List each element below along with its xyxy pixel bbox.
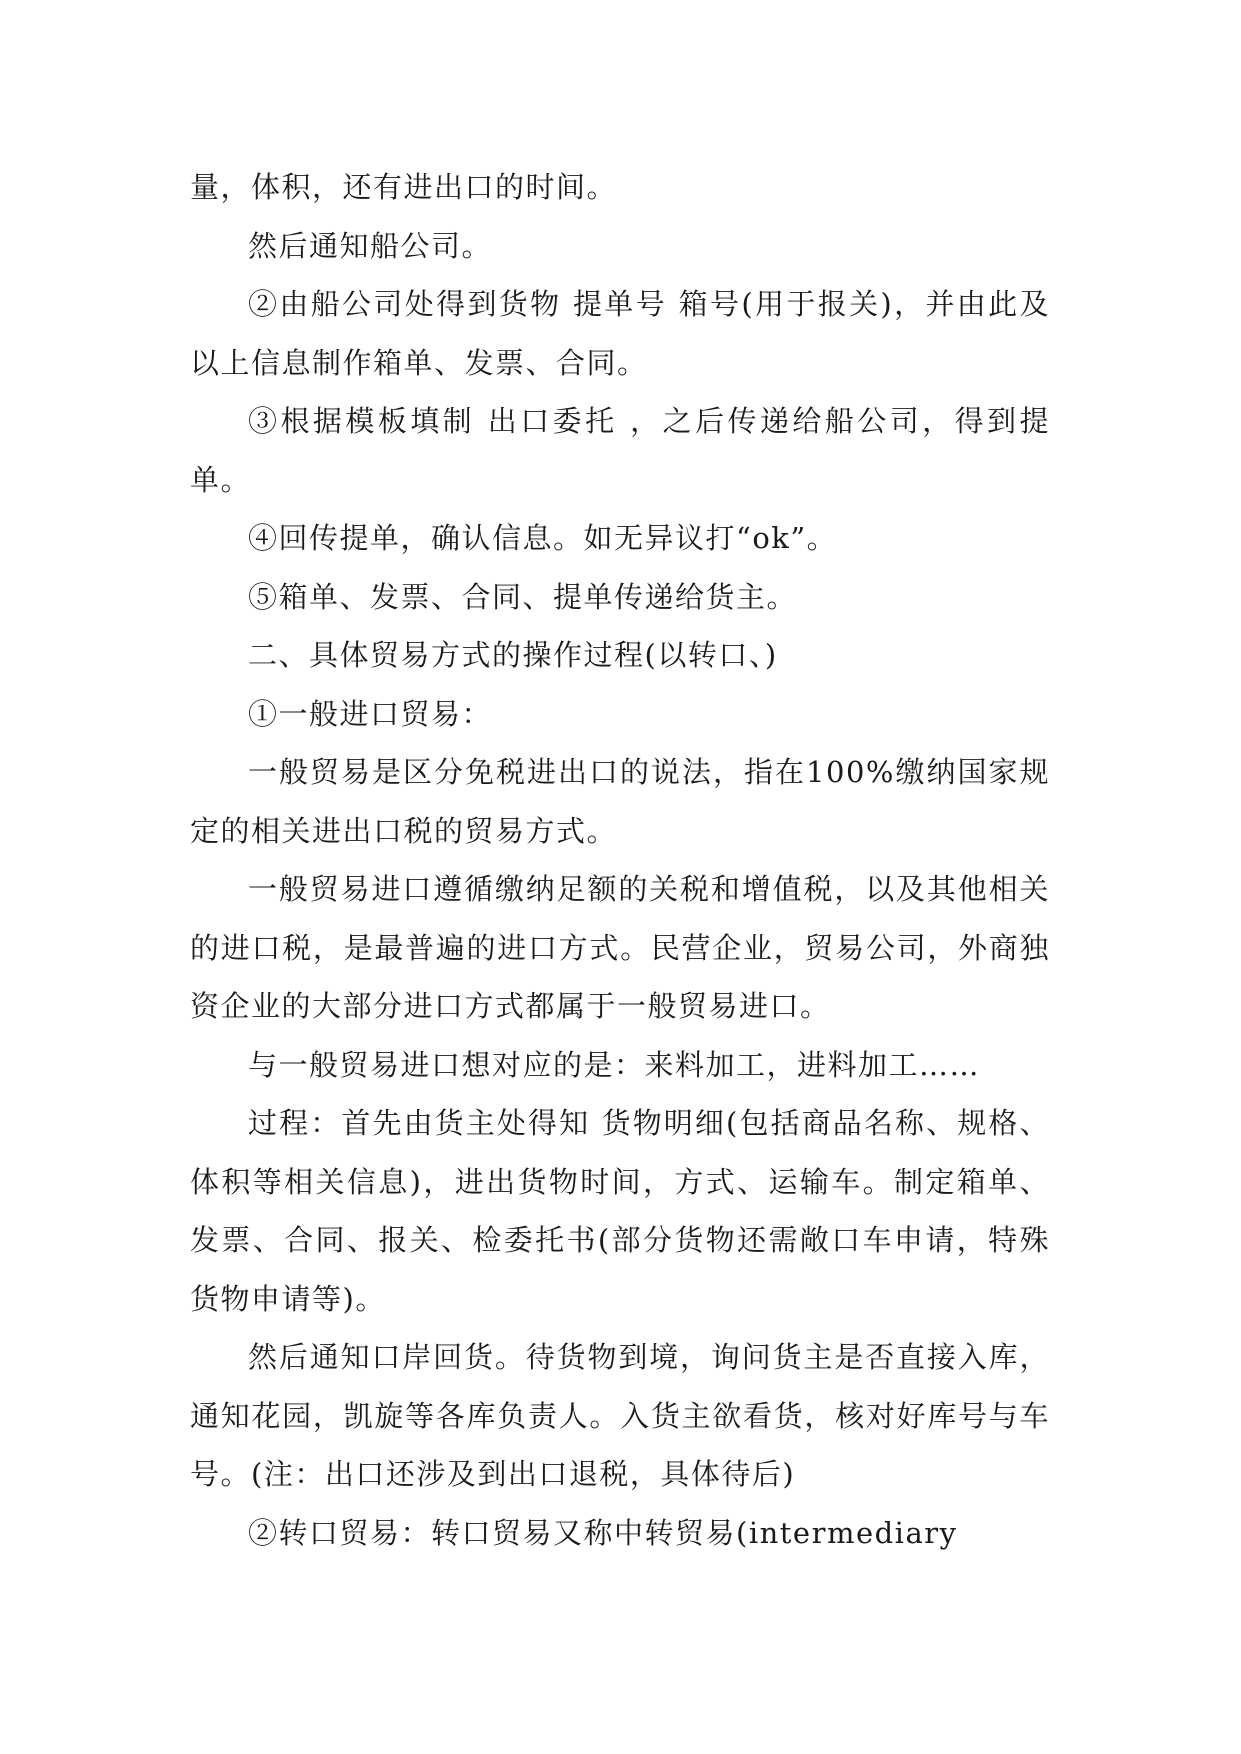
paragraph-2: 然后通知船公司。 xyxy=(248,228,493,263)
paragraph-1: 量，体积，还有进出口的时间。 xyxy=(190,170,618,204)
paragraph-4: ③根据模板填制 出口委托 ，之后传递给船公司，得到提单。 xyxy=(190,404,1050,497)
paragraph-11: 与一般贸易进口想对应的是：来料加工，进料加工…… xyxy=(248,1047,981,1082)
paragraph-14: ②转口贸易：转口贸易又称中转贸易(intermediary xyxy=(248,1515,958,1550)
paragraph-10: 一般贸易进口遵循缴纳足额的关税和增值税，以及其他相关的进口税，是最普遍的进口方式。民营企业，贸易公司，外商独资企业的大部分进口方式都属于一般贸易进口。 xyxy=(190,872,1050,1023)
paragraph-7: 二、具体贸易方式的操作过程(以转口、) xyxy=(248,638,778,672)
paragraph-9: 一般贸易是区分免税进出口的说法，指在100%缴纳国家规定的相关进出口税的贸易方式。 xyxy=(190,755,1050,848)
paragraph-3: ②由船公司处得到货物 提单号 箱号(用于报关)，并由此及以上信息制作箱单、发票、合同。 xyxy=(190,287,1050,380)
paragraph-8: ①一般进口贸易： xyxy=(248,696,493,731)
paragraph-6: ⑤箱单、发票、合同、提单传递给货主。 xyxy=(248,579,798,614)
paragraph-5: ④回传提单，确认信息。如无异议打“ok”。 xyxy=(248,521,838,555)
paragraph-12: 过程：首先由货主处得知 货物明细(包括商品名称、规格、体积等相关信息)，进出货物时间，方式、运输车。制定箱单、发票、合同、报关、检委托书(部分货物还需敞口车申请，特殊货物申请等)。 xyxy=(190,1106,1050,1316)
paragraph-13: 然后通知口岸回货。待货物到境，询问货主是否直接入库，通知花园，凯旋等各库负责人。入货主欲看货，核对好库号与车号。(注：出口还涉及到出口退税，具体待后) xyxy=(190,1340,1050,1491)
document-body xyxy=(190,158,1050,1562)
